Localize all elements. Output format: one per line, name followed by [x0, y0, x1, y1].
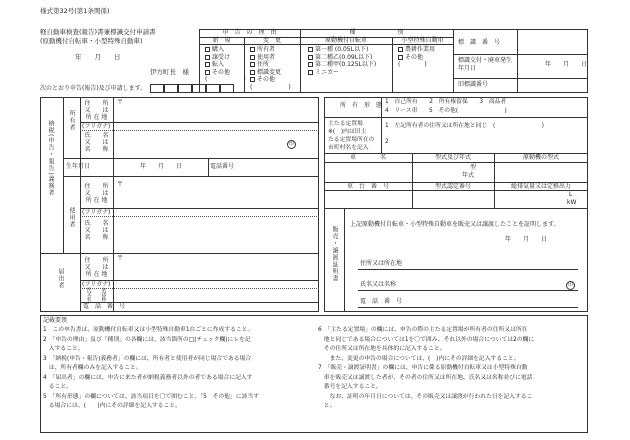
checkbox[interactable]	[308, 47, 313, 52]
postal-box[interactable]	[178, 84, 192, 93]
kind-special-label: 小型特殊自動車	[401, 37, 444, 44]
kind-moped-item[interactable]: ミニカー	[308, 69, 376, 77]
note-line: ること。	[43, 384, 72, 390]
reason-change-item[interactable]: 標識変更	[250, 69, 291, 77]
reason-new-item[interactable]: その他	[205, 69, 246, 77]
reason-new-label: 新 規	[212, 37, 231, 44]
note-line: その住所又は所在地を具体的に記入すること。	[318, 346, 446, 352]
user-furigana-label: (フリガナ)	[82, 209, 111, 216]
reason-change-item[interactable]: 所有者	[250, 46, 291, 54]
vehicle-name-field[interactable]	[326, 164, 410, 180]
birth-label: 生年月日	[66, 163, 91, 170]
kind-special-item[interactable]: その他	[398, 54, 435, 62]
owner-form-options-2[interactable]: 4 リース車 5 その他( )	[385, 108, 507, 114]
phone-label: 電話番号	[210, 163, 235, 170]
old-plate-label: 旧標識番号	[458, 81, 489, 88]
user-address-label: 住 所 又 は 所 在 地	[84, 183, 109, 204]
note-line: と。	[318, 403, 336, 409]
sale-address-field[interactable]	[405, 256, 577, 268]
checkbox[interactable]	[250, 70, 255, 75]
reason-title: 申 告 の 理 由	[222, 29, 277, 36]
note-line: は、所有者欄のみを記入すること。	[43, 365, 142, 371]
storage-option-1[interactable]: 1 左記所有者の住所又は所在地と同じ ( )	[385, 123, 544, 129]
note-line: 5 「所有形態」の欄については、該当項目を〇で囲むこと。「5 その他」に該当す	[43, 394, 259, 400]
note-line: る場合には、( )内にその詳細を記入すること。	[43, 403, 181, 409]
kind-special-item[interactable]: 農耕作業用	[398, 46, 435, 54]
reason-new-item[interactable]: 転入	[205, 61, 246, 69]
application-date[interactable]: 年 月 日	[75, 53, 121, 61]
note-line: 車を販売又は譲渡した者が、その者の住所又は所在地、氏名又は名称並びに電話	[318, 375, 533, 381]
plate-date-value[interactable]: 年 月 日	[545, 61, 588, 68]
kind-moped-label: 原動機付自転車	[324, 37, 367, 44]
notifier-furigana-label: (フリガナ)	[82, 281, 111, 288]
kind-moped-list	[308, 46, 376, 76]
reason-new-paren[interactable]: ( )	[205, 76, 246, 84]
checkbox[interactable]	[250, 47, 255, 52]
taxpayer-side-label: 納税(申告・報告)義務者	[47, 120, 54, 197]
addressee-mayor: 伊方町長 様	[150, 68, 189, 76]
checkbox[interactable]	[205, 47, 210, 52]
note-line: また、変更の申告の場合については、( )内にその詳細を記入すること。	[318, 356, 520, 362]
year-unit: 年式	[462, 172, 475, 179]
kind-title: 種 別	[349, 29, 404, 36]
postal-box[interactable]	[164, 84, 178, 93]
checkbox[interactable]	[205, 70, 210, 75]
reason-change-item[interactable]: 住所	[250, 61, 291, 69]
sale-phone-field[interactable]	[405, 294, 577, 306]
note-line: 4 「届出者」の欄には、申告に来た者が納税義務者以外の者である場合に記入す	[43, 375, 253, 381]
owner-phone-field[interactable]	[245, 160, 317, 174]
reason-change-list	[250, 46, 291, 92]
sale-date[interactable]: 年 月 日	[505, 236, 548, 243]
checkbox[interactable]	[205, 55, 210, 60]
postal-box[interactable]	[192, 84, 206, 93]
note-line: なお、証明の年月日については、その販売又は譲渡が行われた日を記入するこ	[318, 394, 533, 400]
storage-label: 主たる定置場 ※( )内は旧主 たる定置場所在の 市町村名を記入	[328, 121, 375, 151]
reason-new-item[interactable]: 購入	[205, 46, 246, 54]
owner-name-field[interactable]	[115, 132, 285, 156]
checkbox[interactable]	[308, 62, 313, 67]
engine-model-label: 原動機の型式	[522, 154, 559, 161]
owner-side-label: 所有者	[68, 110, 75, 131]
displacement-unit-l: L	[569, 191, 573, 198]
frame-number-field[interactable]	[326, 192, 410, 206]
plate-number-field[interactable]	[519, 32, 587, 52]
owner-furigana-label: (フリガナ)	[82, 123, 111, 130]
approval-number-field[interactable]	[414, 192, 492, 206]
notifier-address-field[interactable]	[115, 262, 315, 278]
submit-statement: 次のとおり申告(報告)及び申請します。	[40, 85, 147, 92]
sale-name-field[interactable]	[405, 277, 555, 289]
note-line: 7 「販売・譲渡証明書」の欄には、申告に係る原動機付自転車又は小型特殊自動	[318, 365, 528, 371]
user-side-label: 使用者	[68, 207, 75, 228]
displacement-unit-kw: kW	[567, 199, 577, 206]
user-name-field[interactable]	[115, 218, 315, 248]
owner-form-options[interactable]: 1 自己所有 2 所有権留保 3 商品者	[385, 99, 507, 105]
checkbox[interactable]	[398, 47, 403, 52]
sale-side-label: 販売・譲渡証明書	[331, 226, 338, 282]
plate-number-label: 標 識 番 号	[458, 39, 501, 46]
kind-special-list	[398, 46, 435, 69]
owner-seal-mark: 印	[288, 141, 294, 147]
model-unit: 型	[470, 164, 477, 171]
checkbox[interactable]	[250, 77, 255, 82]
user-postal-mark: 〒	[117, 181, 124, 188]
postal-box[interactable]	[220, 84, 234, 93]
reason-change-label: 変 更	[262, 37, 281, 44]
notifier-phone-field[interactable]	[115, 303, 315, 311]
note-line: 入すること。	[43, 346, 84, 352]
postal-box[interactable]	[206, 84, 220, 93]
notifier-name-label: 氏 名 又 は 名 称	[86, 288, 107, 303]
checkbox[interactable]	[250, 62, 255, 67]
owner-address-label: 住 所 又 は 所 在 地	[84, 100, 109, 121]
notifier-side-label: 届出者	[57, 268, 64, 289]
kind-moped-item[interactable]: 第二種甲(0.125L以下)	[308, 61, 376, 69]
user-furigana-field[interactable]	[115, 209, 315, 216]
model-label: 型式及び年式	[434, 154, 471, 161]
user-name-label: 氏 名 又 は 名 称	[84, 220, 109, 241]
birth-value[interactable]: 年 月 日	[140, 163, 183, 170]
form-title: 軽自動車検査(報告)書兼標識交付申請書	[40, 28, 156, 36]
approval-number-label: 型式認定番号	[434, 183, 471, 190]
checkbox[interactable]	[308, 55, 313, 60]
sale-statement: 上記原動機付自転車・小型特殊自動車を販売又は譲渡したことを証明します。	[350, 221, 560, 228]
reason-change-paren[interactable]: ( )	[250, 83, 291, 91]
notifier-name-field[interactable]	[115, 281, 315, 301]
owner-postal-mark: 〒	[117, 99, 124, 106]
kind-moped-item[interactable]: 第一種 (0.05L以下)	[308, 46, 376, 54]
checkbox[interactable]	[308, 70, 313, 75]
plate-date-label: 標識交付・廃車発生年月日	[458, 57, 513, 72]
displacement-label: 総排気量又は定格出力	[510, 183, 571, 190]
note-line: 1 この申告書は、原動機付自転車又は小型特殊自動車1台ごとに作成すること。	[43, 327, 254, 333]
sale-seal-mark: 印	[567, 282, 573, 288]
sale-phone-label: 電 話 番 号	[360, 298, 403, 305]
engine-model-field[interactable]	[496, 164, 586, 180]
notifier-phone-label: 電 話 番 号	[83, 303, 126, 310]
sale-address-label: 住所又は所在地	[360, 260, 403, 267]
old-plate-field[interactable]	[519, 80, 587, 92]
reason-change-item[interactable]: その他	[250, 76, 291, 84]
checkbox[interactable]	[205, 62, 210, 67]
notifier-address-label: 住 所 又 は 所 在 地	[84, 257, 109, 278]
form-number: 様式第32号(第1条関係)	[40, 7, 110, 15]
note-line: 3 「納税(申告・報告)義務者」の欄には、所有者と使用者が同じ場合である場合	[43, 356, 252, 362]
owner-name-label: 氏 名 又 は 名 称	[84, 132, 109, 153]
notifier-postal-mark: 〒	[117, 255, 124, 262]
note-line: 番号を記入すること。	[318, 384, 382, 390]
note-line: 地と同じである場合については1を〇で囲み、それ以外の場合については2の欄に	[318, 337, 535, 343]
owner-furigana-field[interactable]	[115, 123, 315, 130]
sale-name-label: 氏名又は名称	[360, 281, 397, 288]
note-line: 6 「主たる定置場」の欄には、申告の際の主たる定置場が所有者の住所又は所在	[318, 327, 528, 333]
storage-option-2[interactable]: 2	[385, 139, 389, 145]
frame-number-label: 車 台 番 号	[346, 183, 389, 190]
form-subtitle: (原動機付自転車・小型特殊自動車)	[40, 37, 143, 45]
kind-special-paren[interactable]: ( )	[398, 61, 427, 69]
vehicle-name-label: 車 名	[349, 154, 386, 161]
user-address-field[interactable]	[115, 190, 315, 206]
reason-change-item[interactable]: 使用者	[250, 54, 291, 62]
owner-form-label: 所 有 形 態	[340, 102, 383, 109]
owner-address-field[interactable]	[115, 108, 315, 120]
postal-box[interactable]	[150, 84, 164, 93]
reason-new-item[interactable]: 譲受け	[205, 54, 246, 62]
checkbox[interactable]	[398, 55, 403, 60]
note-line: 2 「申告の理由」及び「種別」の各欄には、該当箇所の□(チェック欄)にレを記	[43, 337, 251, 343]
notes-title: 記載要領	[43, 317, 68, 324]
reason-new-list	[205, 46, 246, 84]
checkbox[interactable]	[250, 55, 255, 60]
kind-moped-item[interactable]: 第二種乙(0.09L以下)	[308, 54, 376, 62]
